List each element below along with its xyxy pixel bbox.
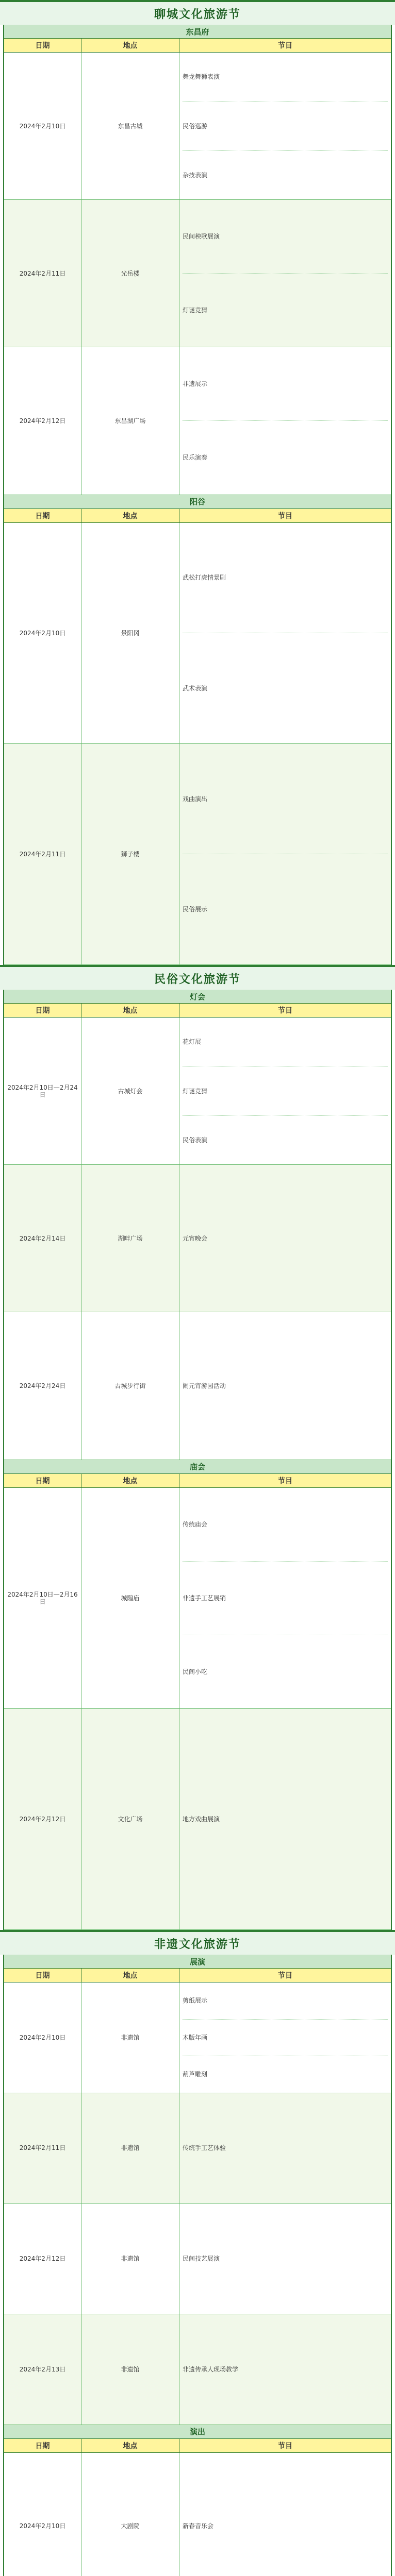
program-list: [183, 347, 388, 494]
column-header: 地点: [81, 39, 179, 52]
program-item: 民乐演奏: [183, 454, 208, 462]
table-cell: 民间技艺展演: [183, 2255, 220, 2263]
program-item: 灯谜竞猜: [183, 307, 208, 314]
program-item: 民俗巡游: [183, 101, 388, 150]
table-header: [4, 1969, 391, 1982]
table-cell: 景阳冈: [81, 523, 179, 743]
table-cell: 2024年2月10日—2月24日: [4, 1018, 81, 1164]
column-header: 地点: [81, 1004, 179, 1017]
table-cell: 2024年2月10日—2月16日: [4, 1488, 81, 1708]
section-title: 民俗文化旅游节: [0, 967, 395, 990]
table-row: [4, 200, 391, 347]
table-body: [4, 53, 391, 495]
table-cell: 光岳楼: [81, 200, 179, 347]
program-item: 杂技表演: [183, 171, 208, 179]
table-cell: 2024年2月12日: [4, 1709, 81, 1929]
table-cell: 地方戏曲展演: [183, 1815, 220, 1823]
program-list: [183, 200, 388, 347]
table-cell: 城隍庙: [81, 1488, 179, 1708]
program-item: 舞龙舞狮表演: [183, 53, 388, 101]
table-row: [4, 744, 391, 965]
table-cell: 古城灯会: [81, 1018, 179, 1164]
table-cell: 非遗馆: [81, 2314, 179, 2425]
sub-title: 演出: [4, 2425, 391, 2439]
table-row: [4, 1982, 391, 2093]
program-item: 花灯展: [183, 1018, 388, 1066]
table-cell: [179, 347, 391, 494]
table-cell: 非遗馆: [81, 1982, 179, 2093]
program-list: [183, 744, 388, 964]
table-row: [4, 1709, 391, 1930]
table-cell: 2024年2月10日: [4, 523, 81, 743]
table-cell: 非遗馆: [81, 2093, 179, 2204]
sub-title: 东昌府: [4, 25, 391, 39]
table-row: [4, 1312, 391, 1460]
table-body: [4, 1018, 391, 1460]
table-cell: 东昌古城: [81, 53, 179, 199]
column-header: 节目: [278, 2442, 292, 2450]
column-header: 地点: [81, 1474, 179, 1487]
program-list: [183, 1018, 388, 1164]
table-cell: 2024年2月11日: [4, 200, 81, 347]
table-header: [4, 2439, 391, 2453]
table-cell: [179, 1018, 391, 1164]
table-cell: 2024年2月12日: [4, 2204, 81, 2314]
column-header: 地点: [81, 2439, 179, 2452]
program-list: [183, 523, 388, 743]
program-item: 民间秧歌展演: [183, 200, 388, 274]
sub-table: [3, 1955, 392, 2425]
table-cell: 2024年2月10日: [4, 1982, 81, 2093]
program-item: 非遗展示: [183, 347, 388, 421]
program-item: 传统庙会: [183, 1488, 388, 1562]
program-item: 民俗表演: [183, 1136, 208, 1144]
program-item: 非遗手工艺展销: [183, 1562, 388, 1635]
table-cell: [179, 1488, 391, 1708]
column-header: 地点: [81, 509, 179, 522]
table-row: [4, 1165, 391, 1312]
table-cell: 传统手工艺体验: [183, 2144, 226, 2152]
sub-table: [3, 495, 392, 965]
table-cell: 文化广场: [81, 1709, 179, 1929]
sub-title: 展演: [4, 1955, 391, 1969]
program-item: 剪纸展示: [183, 1982, 388, 2020]
sub-title: 灯会: [4, 990, 391, 1004]
column-header: 节目: [278, 1972, 292, 1980]
section-chunk: [0, 965, 395, 1930]
sub-title: 阳谷: [4, 495, 391, 509]
table-cell: 大剧院: [81, 2453, 179, 2576]
table-cell: 2024年2月12日: [4, 347, 81, 494]
table-row: [4, 2453, 391, 2576]
column-header: 日期: [4, 1969, 81, 1982]
table-header: [4, 1474, 391, 1488]
program-item: 葫芦雕刻: [183, 2071, 208, 2078]
table-header: [4, 39, 391, 53]
table-body: [4, 523, 391, 965]
table-row: [4, 1018, 391, 1165]
table-body: [4, 2453, 391, 2576]
table-cell: [179, 53, 391, 199]
table-cell: [179, 1982, 391, 2093]
table-cell: [179, 523, 391, 743]
table-row: [4, 347, 391, 495]
section-title: 非遗文化旅游节: [0, 1932, 395, 1955]
table-cell: 2024年2月24日: [4, 1312, 81, 1459]
table-header: [4, 509, 391, 523]
table-cell: 2024年2月14日: [4, 1165, 81, 1312]
section: [0, 0, 395, 965]
table-cell: [179, 200, 391, 347]
sub-title: 庙会: [4, 1460, 391, 1474]
program-item: 木版年画: [183, 2020, 388, 2057]
program-list: [183, 1488, 388, 1708]
table-cell: 2024年2月13日: [4, 2314, 81, 2425]
program-item: 灯谜竞猜: [183, 1066, 388, 1115]
table-cell: 元宵晚会: [183, 1234, 208, 1242]
column-header: 地点: [81, 1969, 179, 1982]
program-item: 武术表演: [183, 684, 208, 692]
table-cell: 闹元宵游园活动: [183, 1382, 226, 1389]
section-chunk: [0, 0, 395, 965]
sub-table: [3, 2425, 392, 2576]
column-header: 日期: [4, 509, 81, 522]
table-body: [4, 1982, 391, 2425]
column-header: 日期: [4, 2439, 81, 2452]
column-header: 节目: [278, 1477, 292, 1485]
program-list: [183, 53, 388, 199]
table-cell: 狮子楼: [81, 744, 179, 964]
column-header: 日期: [4, 39, 81, 52]
table-row: [4, 53, 391, 200]
table-row: [4, 523, 391, 744]
program-item: 武松打虎情景剧: [183, 523, 388, 634]
table-row: [4, 2204, 391, 2314]
column-header: 日期: [4, 1004, 81, 1017]
program-list: [183, 1982, 388, 2093]
table-cell: 2024年2月10日: [4, 53, 81, 199]
table-row: [4, 2093, 391, 2204]
section: [0, 1930, 395, 2576]
program-item: 戏曲演出: [183, 744, 388, 855]
program-item: 民间小吃: [183, 1668, 208, 1675]
table-cell: 非遗馆: [81, 2204, 179, 2314]
column-header: 日期: [4, 1474, 81, 1487]
column-header: 节目: [278, 512, 292, 520]
table-cell: 2024年2月11日: [4, 744, 81, 964]
table-cell: 湖畔广场: [81, 1165, 179, 1312]
table-row: [4, 2314, 391, 2425]
table-body: [4, 1488, 391, 1930]
table-cell: 2024年2月10日: [4, 2453, 81, 2576]
table-cell: [179, 744, 391, 964]
table-cell: 非遗传承人现场教学: [183, 2365, 239, 2373]
table-row: [4, 1488, 391, 1709]
column-header: 节目: [278, 42, 292, 50]
table-cell: 古城步行街: [81, 1312, 179, 1459]
table-cell: 新春音乐会: [183, 2522, 214, 2530]
sub-table: [3, 990, 392, 1460]
program-item: 民俗展示: [183, 906, 208, 913]
section: [0, 965, 395, 1930]
sub-table: [3, 1460, 392, 1930]
table-header: [4, 1004, 391, 1018]
column-header: 节目: [278, 1007, 292, 1015]
section-chunk: [0, 1930, 395, 2576]
table-cell: 东昌湖广场: [81, 347, 179, 494]
section-title: 聊城文化旅游节: [0, 2, 395, 25]
table-cell: 2024年2月11日: [4, 2093, 81, 2204]
sub-table: [3, 25, 392, 495]
